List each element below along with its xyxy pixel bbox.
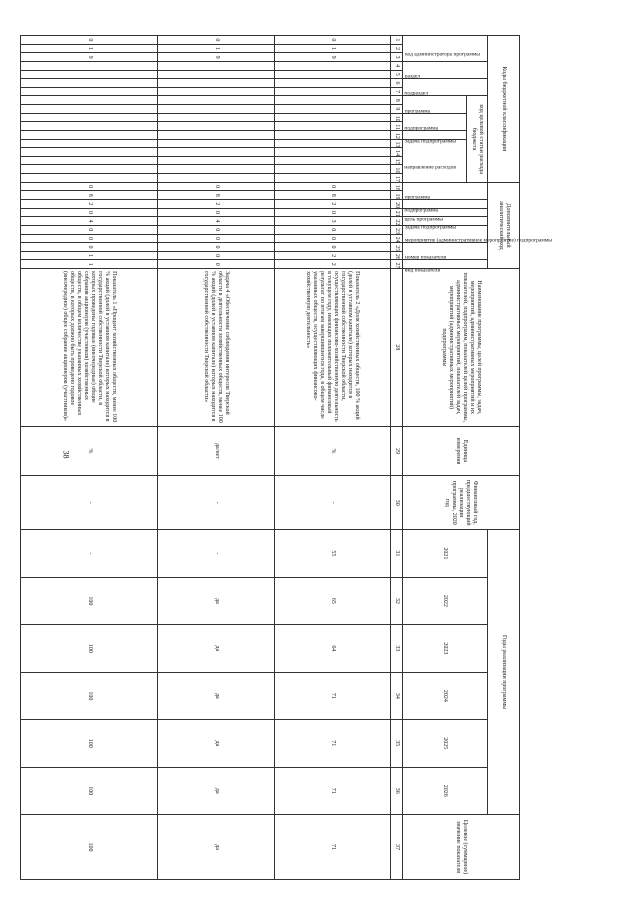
header-budget-codes: Коды бюджетной классификации (488, 36, 520, 183)
admin-code-digit: 0 (158, 36, 274, 45)
table-body (21, 36, 391, 880)
program-digit: 8 (274, 191, 390, 200)
budget-code-cell (21, 148, 158, 157)
header-a-indicator-type: вид показателя (402, 260, 488, 269)
unit-cell: да/нет (158, 426, 274, 476)
budget-code-cell (274, 105, 390, 114)
budget-code-cell (21, 79, 158, 88)
goal-digit: 0 (21, 208, 158, 217)
budget-code-cell (158, 130, 274, 139)
indicator-no-digit: 0 (158, 243, 274, 252)
year-value-2026: 71 (274, 767, 390, 814)
indicator-name: Показатель 2 «Доля хозяйственных обществ, 100 % акций (долей в уставном капитале) которых находится в государственной собственности Тверской области, осуществляющих финансово-хозяйственную деятельность в текущем году, имеющих положительный финансовый результат по итогам завершившегося года, в общем числе указанных обществ, осуществляющих финансово-хозяйственную деятельность» (274, 269, 390, 427)
column-number: 35 (391, 720, 403, 767)
budget-code-cell (21, 61, 158, 70)
header-target-article: код целевой статьи расхода бюджета (467, 96, 488, 182)
target-value: 100 (21, 815, 158, 880)
budget-code-cell (21, 174, 158, 183)
column-number: 30 (391, 476, 403, 530)
unit-cell: % (21, 426, 158, 476)
subprogram-digit: 2 (274, 200, 390, 209)
indicator-name: Задача 4 «Обеспечение соблюдения интересов Тверской области в деятельности хозяйственных обществ, менее 100 % акций (долей в уставном капитале) которых находится в государственной собственности Тверской области» (158, 269, 274, 427)
header-a-task: задача подпрограммы (402, 217, 488, 226)
program-digit: 0 (158, 182, 274, 191)
header-section: раздел (402, 61, 488, 78)
column-number: 8 (391, 96, 403, 105)
header-name: Наименование программы, целей программы, задач, мероприятий, административных мероприятий и их показателей, подпрограмм, показателей целей программы, административных мероприятий, показателей задач, мероприятий (административных мероприятий) подпрограммы (402, 269, 519, 427)
column-number: 2 (391, 44, 403, 53)
header-unit: Единица измерения (402, 426, 519, 476)
year-value-2023: 100 (21, 625, 158, 672)
header-target-value: Целевое (суммарное) значение показателя (402, 815, 519, 880)
column-number: 29 (391, 426, 403, 476)
year-value-2023: 64 (274, 625, 390, 672)
year-value-2025: 100 (21, 720, 158, 767)
admin-code-digit: 0 (274, 36, 390, 45)
budget-code-cell (158, 174, 274, 183)
column-number: 1 (391, 36, 403, 45)
target-value: 71 (274, 815, 390, 880)
year-2022: 2022 (402, 577, 488, 624)
header-a-program: программа (402, 182, 488, 199)
budget-code-cell (158, 148, 274, 157)
table-row (21, 36, 158, 880)
budget-code-cell (158, 105, 274, 114)
column-number: 34 (391, 672, 403, 719)
column-number-row (391, 36, 403, 880)
event-digit: 0 (274, 234, 390, 243)
year-value-2024: 71 (274, 672, 390, 719)
admin-code-digit: 9 (158, 53, 274, 62)
budget-code-cell (21, 122, 158, 131)
event-digit: 0 (274, 225, 390, 234)
column-number: 32 (391, 577, 403, 624)
budget-code-cell (158, 139, 274, 148)
column-number: 10 (391, 113, 403, 122)
program-digit: 8 (158, 191, 274, 200)
budget-code-cell (158, 96, 274, 105)
budget-code-cell (21, 165, 158, 174)
column-number: 21 (391, 208, 403, 217)
year-value-2024: да (158, 672, 274, 719)
budget-code-cell (21, 96, 158, 105)
year-value-2021: - (158, 530, 274, 577)
column-number: 28 (391, 269, 403, 427)
header-years: Годы реализации программы (488, 530, 520, 815)
budget-code-cell (158, 79, 274, 88)
budget-code-cell (158, 122, 274, 131)
column-number: 26 (391, 251, 403, 260)
column-number: 20 (391, 200, 403, 209)
year-value-2022: 65 (274, 577, 390, 624)
budget-code-cell (274, 165, 390, 174)
indicator-no-digit: 0 (274, 243, 390, 252)
page-number: 38 (61, 450, 71, 459)
table-row (274, 36, 390, 880)
task-digit: 4 (21, 217, 158, 226)
year-value-2022: да (158, 577, 274, 624)
indicator-type-digit: 2 (274, 260, 390, 269)
year-value-2022: 100 (21, 577, 158, 624)
year-2023: 2023 (402, 625, 488, 672)
program-digit: 0 (21, 182, 158, 191)
column-number: 15 (391, 156, 403, 165)
column-number: 36 (391, 767, 403, 814)
column-number: 11 (391, 122, 403, 131)
program-indicators-table (20, 35, 552, 880)
task-digit: 3 (274, 217, 390, 226)
budget-code-cell (274, 79, 390, 88)
header-admin-code: код администратора программы (402, 36, 488, 62)
column-number: 22 (391, 217, 403, 226)
column-number: 3 (391, 53, 403, 62)
table-row (158, 36, 274, 880)
admin-code-digit: 1 (21, 44, 158, 53)
header-subsection: подраздел (402, 79, 488, 96)
header-direction: направление расходов (402, 139, 466, 182)
year-value-2021: 55 (274, 530, 390, 577)
goal-digit: 0 (274, 208, 390, 217)
subprogram-digit: 2 (158, 200, 274, 209)
budget-code-cell (21, 130, 158, 139)
column-number: 31 (391, 530, 403, 577)
admin-code-digit: 9 (21, 53, 158, 62)
budget-code-cell (274, 96, 390, 105)
year-2021: 2021 (402, 530, 488, 577)
budget-code-cell (274, 61, 390, 70)
event-digit: 0 (21, 225, 158, 234)
budget-code-cell (21, 70, 158, 79)
header-a-indicator-no: номер показателя (402, 243, 488, 260)
goal-digit: 0 (158, 208, 274, 217)
admin-code-digit: 1 (158, 44, 274, 53)
column-number: 12 (391, 130, 403, 139)
event-digit: 0 (21, 234, 158, 243)
header-program: программа (402, 96, 466, 113)
year-value-2025: 71 (274, 720, 390, 767)
indicator-no-digit: 1 (21, 251, 158, 260)
budget-code-cell (158, 156, 274, 165)
header-a-event: мероприятие (административное мероприятие) подпрограммы (402, 225, 488, 242)
budget-code-cell (274, 87, 390, 96)
budget-code-cell (274, 70, 390, 79)
year-2025: 2025 (402, 720, 488, 767)
header-analytic-code: Дополнительный аналитический код (488, 182, 520, 268)
budget-code-cell (21, 87, 158, 96)
indicator-type-digit: 1 (21, 260, 158, 269)
indicator-name: Показатель 1 «Процент хозяйственных обществ, менее 100 % акций (долей в уставном капитале) которых находится в государственной собственности Тверской области, в которых проведены годовые (внеочередные) общие собрания акционеров (участников) хозяйственных обществ, в общем количестве указанных хозяйственных обществ, в которых должно быть проведено годовое (внеочередное) общее собрание акционеров (участников)» (21, 269, 158, 427)
unit-cell: % (274, 426, 390, 476)
column-number: 5 (391, 70, 403, 79)
budget-code-cell (274, 130, 390, 139)
header-fin-year: Финансовый год, предшествующий реализации программы, 2020 год (402, 476, 519, 530)
column-number: 14 (391, 148, 403, 157)
header-subprogram: подпрограмма (402, 113, 466, 130)
year-2024: 2024 (402, 672, 488, 719)
budget-code-cell (274, 113, 390, 122)
budget-code-cell (21, 156, 158, 165)
fin-year-value: - (158, 476, 274, 530)
year-value-2026: 100 (21, 767, 158, 814)
year-2026: 2026 (402, 767, 488, 814)
budget-code-cell (158, 70, 274, 79)
header-a-goal: цель программы (402, 208, 488, 217)
event-digit: 0 (158, 225, 274, 234)
fin-year-value: - (274, 476, 390, 530)
budget-code-cell (21, 105, 158, 114)
budget-code-cell (158, 113, 274, 122)
budget-code-cell (21, 139, 158, 148)
year-value-2021: - (21, 530, 158, 577)
indicator-no-digit: 0 (158, 251, 274, 260)
event-digit: 0 (158, 234, 274, 243)
column-number: 6 (391, 79, 403, 88)
budget-code-cell (274, 122, 390, 131)
indicator-no-digit: 0 (21, 243, 158, 252)
program-digit: 0 (274, 182, 390, 191)
column-number: 24 (391, 234, 403, 243)
subprogram-digit: 2 (21, 200, 158, 209)
budget-code-cell (274, 139, 390, 148)
column-number: 37 (391, 815, 403, 880)
column-number: 27 (391, 260, 403, 269)
year-value-2025: да (158, 720, 274, 767)
budget-code-cell (158, 165, 274, 174)
year-value-2026: да (158, 767, 274, 814)
indicator-no-digit: 2 (274, 251, 390, 260)
column-number: 17 (391, 174, 403, 183)
header-task: задача подпрограммы (402, 130, 466, 139)
budget-code-cell (274, 174, 390, 183)
column-number: 25 (391, 243, 403, 252)
indicator-type-digit: 0 (158, 260, 274, 269)
column-number: 23 (391, 225, 403, 234)
task-digit: 4 (158, 217, 274, 226)
column-number: 9 (391, 105, 403, 114)
fin-year-value: - (21, 476, 158, 530)
admin-code-digit: 1 (274, 44, 390, 53)
budget-code-cell (21, 113, 158, 122)
column-number: 18 (391, 182, 403, 191)
budget-code-cell (274, 148, 390, 157)
admin-code-digit: 0 (21, 36, 158, 45)
budget-code-cell (158, 87, 274, 96)
column-number: 19 (391, 191, 403, 200)
year-value-2023: да (158, 625, 274, 672)
column-number: 33 (391, 625, 403, 672)
column-number: 7 (391, 87, 403, 96)
year-value-2024: 100 (21, 672, 158, 719)
admin-code-digit: 9 (274, 53, 390, 62)
program-digit: 8 (21, 191, 158, 200)
target-value: да (158, 815, 274, 880)
column-number: 16 (391, 165, 403, 174)
column-number: 4 (391, 61, 403, 70)
column-number: 13 (391, 139, 403, 148)
header-a-subprogram: подпрограмма (402, 200, 488, 209)
budget-code-cell (158, 61, 274, 70)
budget-code-cell (274, 156, 390, 165)
